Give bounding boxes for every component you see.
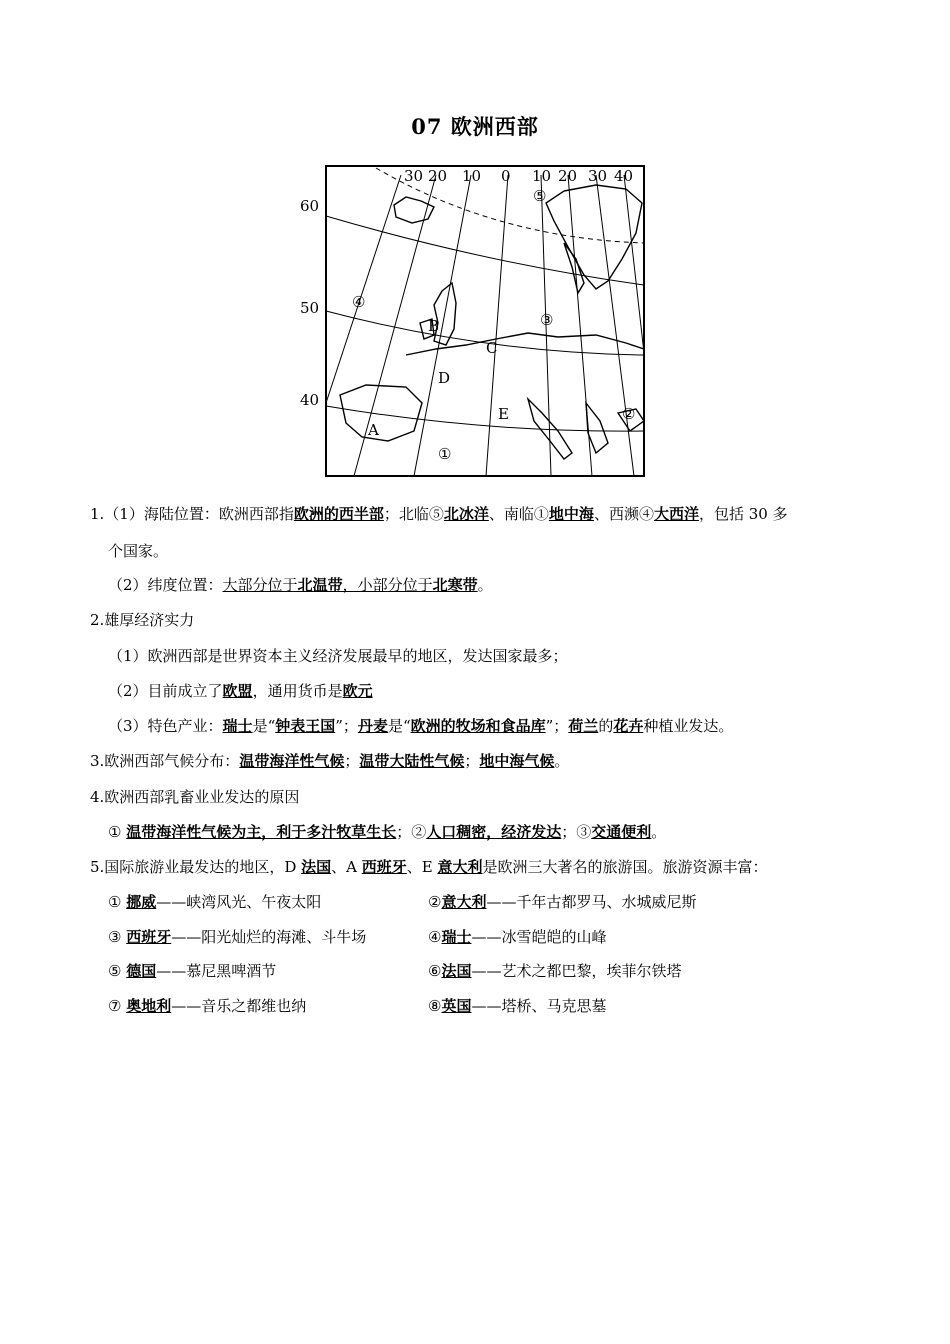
map-mark: ⑤ — [533, 187, 547, 205]
lat-label: 50 — [300, 299, 320, 317]
s3-line: 3.欧洲西部气候分布：温带海洋性气候；温带大陆性气候；地中海气候。 — [90, 752, 570, 770]
tour-item: ⑦ 奥地利——音乐之都维也纳 — [108, 997, 307, 1015]
s5-line: 5.国际旅游业最发达的地区，D 法国、A 西班牙、E 意大利是欧洲三大著名的旅游国。旅游资源丰富： — [90, 858, 768, 876]
map-mark: B — [428, 317, 440, 335]
tour-item: ⑤ 德国——慕尼黑啤酒节 — [108, 962, 277, 980]
s2-line3: （3）特色产业：瑞士是“钟表王国”；丹麦是“欧洲的牧场和食品库”；荷兰的花卉种植业发达。 — [108, 717, 734, 735]
lon-label: 0 — [501, 167, 511, 185]
s1-line2: （2）纬度位置：大部分位于北温带，小部分位于北寒带。 — [108, 576, 493, 594]
map-mark: E — [498, 405, 509, 423]
tour-item: ③ 西班牙——阳光灿烂的海滩、斗牛场 — [108, 928, 367, 946]
lat-label: 60 — [300, 197, 320, 215]
tour-item: ⑥法国——艺术之都巴黎，埃菲尔铁塔 — [428, 962, 682, 980]
s4-heading: 4.欧洲西部乳畜业业发达的原因 — [90, 788, 300, 806]
map-mark: ② — [622, 405, 636, 423]
tour-item: ②意大利——千年古都罗马、水城威尼斯 — [428, 893, 697, 911]
map-mark: C — [486, 339, 498, 357]
lat-label: 40 — [300, 391, 320, 409]
s4-line: ① 温带海洋性气候为主，利于多汁牧草生长；②人口稠密，经济发达；③交通便利。 — [108, 823, 667, 841]
s1-line1: 1.（1）海陆位置：欧洲西部指欧洲的西半部；北临⑤北冰洋、南临①地中海、西濒④大西洋，包括 30 多 — [90, 505, 788, 523]
europe-map — [296, 163, 656, 479]
map-mark: A — [368, 421, 379, 439]
map-mark: ③ — [540, 311, 554, 329]
tour-item: ⑧英国——塔桥、马克思墓 — [428, 997, 607, 1015]
map-mark: ① — [438, 445, 452, 463]
lon-label: 40 — [614, 167, 634, 185]
lon-label: 20 — [428, 167, 448, 185]
s2-line1: （1）欧洲西部是世界资本主义经济发展最早的地区，发达国家最多； — [108, 647, 568, 665]
s2-line2: （2）目前成立了欧盟，通用货币是欧元 — [108, 682, 373, 700]
map-mark: D — [438, 369, 451, 387]
tour-item: ① 挪威——峡湾风光、午夜太阳 — [108, 893, 322, 911]
s1-line1-cont: 个国家。 — [108, 542, 169, 560]
lon-label: 30 — [588, 167, 608, 185]
lon-label: 20 — [558, 167, 578, 185]
s2-heading: 2.雄厚经济实力 — [90, 611, 195, 629]
lon-label: 10 — [532, 167, 552, 185]
page-title: 07 欧洲西部 — [411, 114, 539, 139]
tour-item: ④瑞士——冰雪皑皑的山峰 — [428, 928, 607, 946]
lon-label: 30 — [404, 167, 424, 185]
lon-label: 10 — [462, 167, 482, 185]
map-mark: ④ — [352, 293, 366, 311]
